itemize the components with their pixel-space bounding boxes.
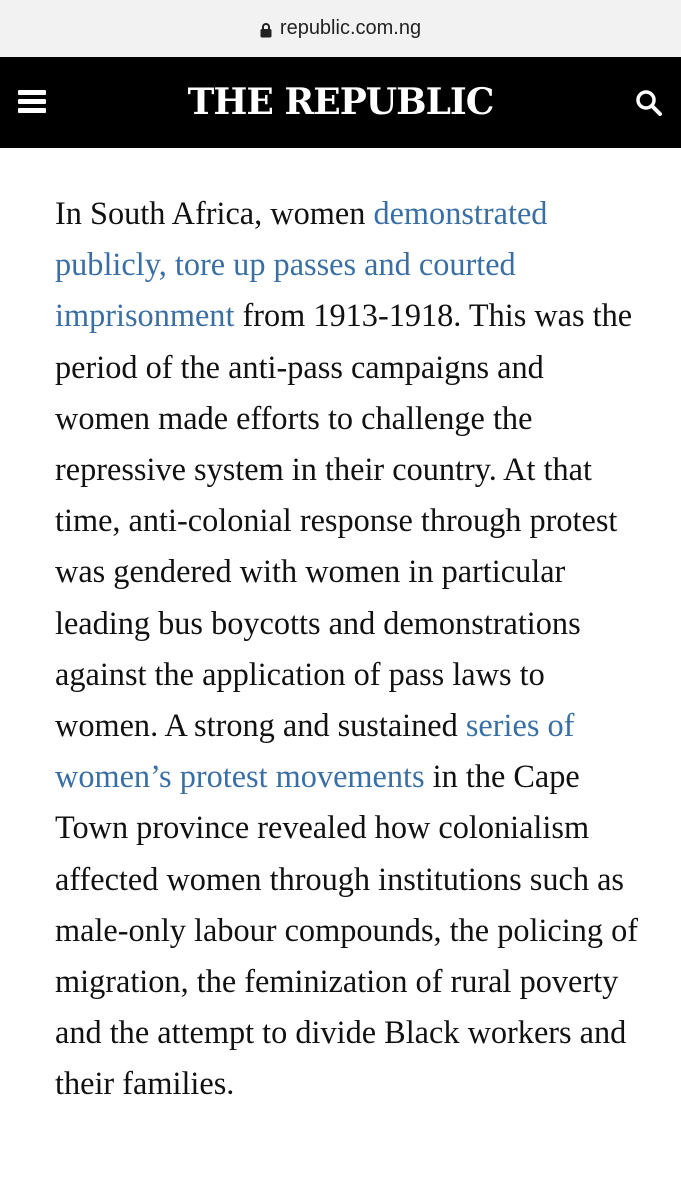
article-text: from 1913-1918. This was the period of the anti-pass campaigns and women made efforts to challenge the repressive system in their country. At that time, anti-colonial response through protest was gendered with women in particular leading bus boycotts and demonstrations against the application of pass laws to women. A strong and sustained xyxy=(55,297,633,744)
article-paragraph xyxy=(55,188,645,1110)
lock-icon xyxy=(260,22,272,38)
site-logo[interactable]: THE REPUBLIC xyxy=(187,81,494,123)
article-text: in the Cape Town province revealed how colonialism affected women through institutions such as male-only labour compounds, the policing of migration, the feminization of rural poverty and the attempt to divide Black workers and their families. xyxy=(55,758,639,1102)
site-header xyxy=(0,57,681,148)
search-button[interactable] xyxy=(635,89,663,117)
search-icon xyxy=(635,89,663,117)
article-link-demonstrated[interactable]: demonstrated publicly, tore up passes and courted imprisonment xyxy=(55,195,548,334)
article-link-protest-movements[interactable]: series of women’s protest movements xyxy=(55,707,575,795)
article-text: In South Africa, women xyxy=(55,195,374,231)
url-text: republic.com.ng xyxy=(279,17,422,39)
browser-url-bar[interactable] xyxy=(0,0,681,57)
